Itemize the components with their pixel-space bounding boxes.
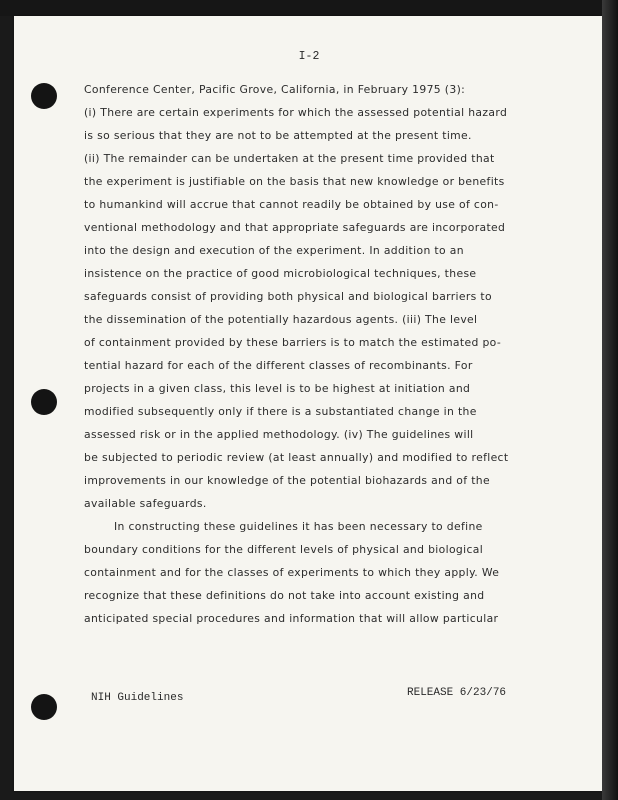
body-line-20: In constructing these guidelines it has been necessary to define [114,520,483,533]
body-line-9: insistence on the practice of good microbiological techniques, these [84,267,477,280]
page-number: I-2 [298,50,320,63]
body-text [84,78,524,630]
body-line-19: available safeguards. [84,497,207,510]
punch-hole-bottom [31,694,57,720]
scanner-top-edge [0,0,618,16]
body-line-22: containment and for the classes of experiments to which they apply. We [84,566,500,579]
body-line-15: modified subsequently only if there is a substantiated change in the [84,405,477,418]
body-line-13: tential hazard for each of the different classes of recombinants. For [84,359,473,372]
document-page [14,16,604,791]
body-line-7: ventional methodology and that appropriate safeguards are incorporated [84,221,506,234]
body-line-10: safeguards consist of providing both physical and biological barriers to [84,290,492,303]
body-line-21: boundary conditions for the different levels of physical and biological [84,543,484,556]
body-line-8: into the design and execution of the experiment. In addition to an [84,244,464,257]
punch-hole-middle [31,389,57,415]
body-line-17: be subjected to periodic review (at least annually) and modified to reflect [84,451,509,464]
footer-release-date: RELEASE 6/23/76 [407,687,507,699]
body-line-23: recognize that these definitions do not take into account existing and [84,589,485,602]
body-line-11: the dissemination of the potentially hazardous agents. (iii) The level [84,313,478,326]
footer-title: NIH Guidelines [91,692,184,704]
body-line-18: improvements in our knowledge of the potential biohazards and of the [84,474,490,487]
body-line-6: to humankind will accrue that cannot readily be obtained by use of con- [84,198,499,211]
body-line-4: (ii) The remainder can be undertaken at the present time provided that [84,152,495,165]
body-line-14: projects in a given class, this level is to be highest at initiation and [84,382,471,395]
body-line-24: anticipated special procedures and information that will allow particular [84,612,499,625]
body-line-12: of containment provided by these barriers is to match the estimated po- [84,336,502,349]
scanner-right-edge [602,0,618,800]
body-line-1: Conference Center, Pacific Grove, California, in February 1975 (3): [84,83,466,96]
punch-hole-top [31,83,57,109]
body-line-3: is so serious that they are not to be attempted at the present time. [84,129,472,142]
body-line-2: (i) There are certain experiments for which the assessed potential hazard [84,106,508,119]
body-line-16: assessed risk or in the applied methodology. (iv) The guidelines will [84,428,474,441]
body-line-5: the experiment is justifiable on the basis that new knowledge or benefits [84,175,505,188]
